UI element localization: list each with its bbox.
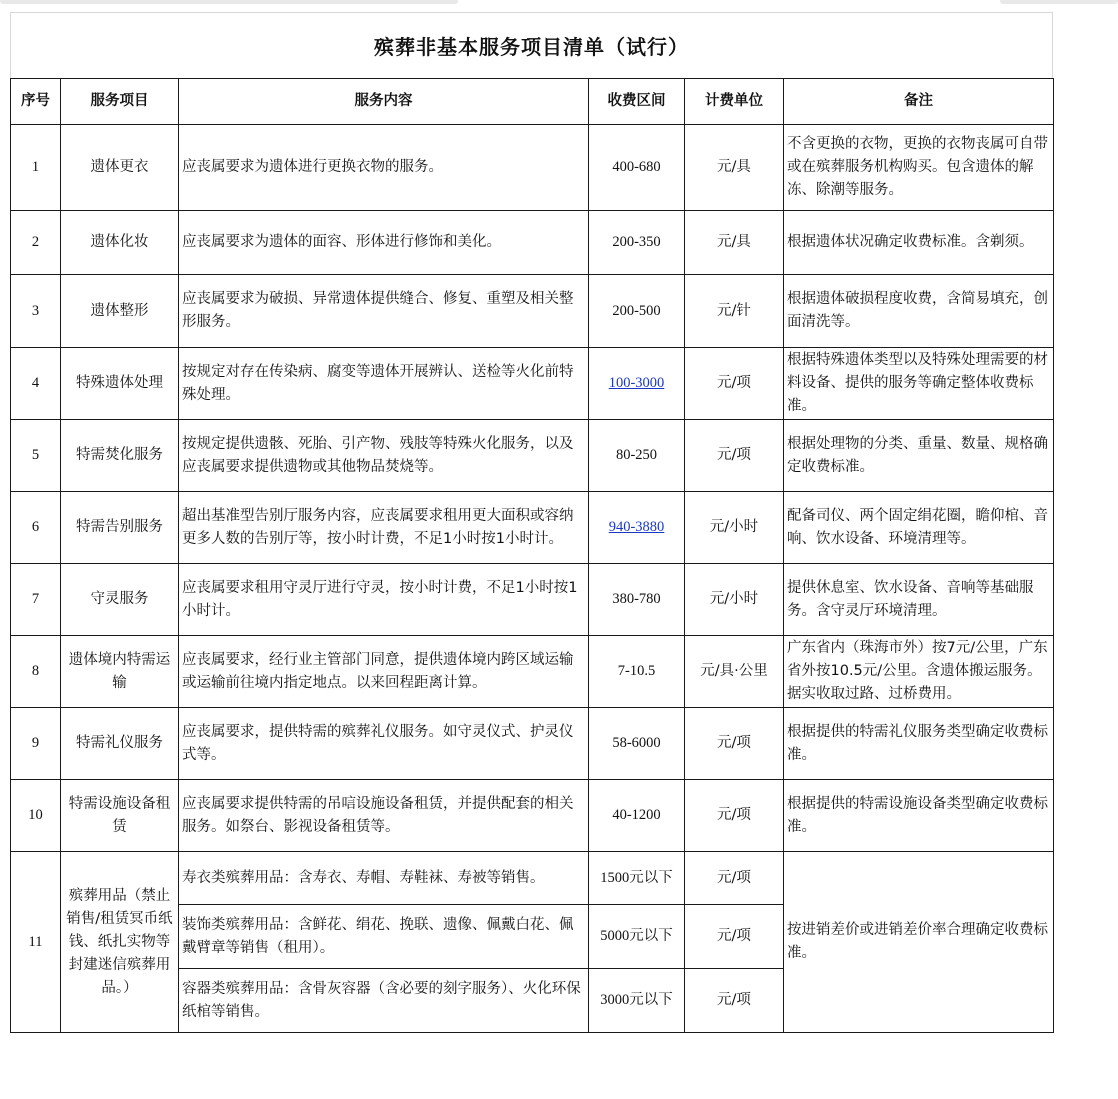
cell-range: 200-500 [589, 275, 685, 348]
cell-content: 超出基准型告别厅服务内容，应丧属要求租用更大面积或容纳更多人数的告别厅等，按小时计费，不足1小时按1小时计。 [179, 492, 589, 564]
cell-content: 按规定对存在传染病、腐变等遗体开展辨认、送检等火化前特殊处理。 [179, 348, 589, 420]
cell-unit: 元/小时 [685, 492, 784, 564]
table-row [11, 211, 1054, 275]
price-range-link[interactable]: 940-3880 [608, 519, 665, 535]
cell-seq: 1 [11, 125, 61, 211]
cell-seq: 4 [11, 348, 61, 420]
cell-content: 装饰类殡葬用品：含鲜花、绢花、挽联、遗像、佩戴白花、佩戴臂章等销售（租用）。 [179, 905, 589, 969]
cell-range[interactable] [589, 348, 685, 420]
cell-seq: 3 [11, 275, 61, 348]
cell-content: 应丧属要求为破损、异常遗体提供缝合、修复、重塑及相关整形服务。 [179, 275, 589, 348]
cell-note: 根据遗体破损程度收费，含简易填充，创面清洗等。 [784, 275, 1054, 348]
table-header-row [11, 79, 1054, 125]
cell-content: 寿衣类殡葬用品：含寿衣、寿帽、寿鞋袜、寿被等销售。 [179, 852, 589, 905]
table-row [11, 636, 1054, 708]
cell-item: 特需设施设备租赁 [61, 780, 179, 852]
table-row [11, 420, 1054, 492]
cell-range: 1500元以下 [589, 852, 685, 905]
cell-content: 应丧属要求，提供特需的殡葬礼仪服务。如守灵仪式、护灵仪式等。 [179, 708, 589, 780]
cell-content: 应丧属要求为遗体进行更换衣物的服务。 [179, 125, 589, 211]
cell-note: 根据提供的特需设施设备类型确定收费标准。 [784, 780, 1054, 852]
cell-range: 58-6000 [589, 708, 685, 780]
cell-unit: 元/项 [685, 852, 784, 905]
price-range-link[interactable]: 100-3000 [608, 375, 665, 391]
cell-content: 容器类殡葬用品：含骨灰容器（含必要的刻字服务）、火化环保纸棺等销售。 [179, 969, 589, 1033]
cell-unit: 元/具 [685, 125, 784, 211]
cell-note: 根据处理物的分类、重量、数量、规格确定收费标准。 [784, 420, 1054, 492]
top-scroll-indicator [0, 0, 1118, 6]
cell-note: 广东省内（珠海市外）按7元/公里，广东省外按10.5元/公里。含遗体搬运服务。据实收取过路、过桥费用。 [784, 636, 1054, 708]
cell-range: 7-10.5 [589, 636, 685, 708]
header-unit: 计费单位 [685, 79, 784, 125]
cell-item: 特需焚化服务 [61, 420, 179, 492]
cell-note: 根据遗体状况确定收费标准。含剃须。 [784, 211, 1054, 275]
cell-range[interactable] [589, 492, 685, 564]
table-row [11, 564, 1054, 636]
cell-item: 守灵服务 [61, 564, 179, 636]
cell-content: 按规定提供遗骸、死胎、引产物、残肢等特殊火化服务，以及应丧属要求提供遗物或其他物品焚烧等。 [179, 420, 589, 492]
table-row [11, 780, 1054, 852]
cell-unit: 元/项 [685, 708, 784, 780]
cell-range: 3000元以下 [589, 969, 685, 1033]
cell-content: 应丧属要求提供特需的吊唁设施设备租赁，并提供配套的相关服务。如祭台、影视设备租赁等。 [179, 780, 589, 852]
cell-range: 40-1200 [589, 780, 685, 852]
cell-note: 配备司仪、两个固定绢花圈，瞻仰棺、音响、饮水设备、环境清理等。 [784, 492, 1054, 564]
cell-seq: 10 [11, 780, 61, 852]
cell-unit: 元/针 [685, 275, 784, 348]
header-item: 服务项目 [61, 79, 179, 125]
cell-unit: 元/项 [685, 905, 784, 969]
cell-note: 根据提供的特需礼仪服务类型确定收费标准。 [784, 708, 1054, 780]
header-note: 备注 [784, 79, 1054, 125]
page-title: 殡葬非基本服务项目清单（试行） [374, 35, 689, 59]
cell-unit: 元/具 [685, 211, 784, 275]
cell-seq: 5 [11, 420, 61, 492]
cell-note: 按进销差价或进销差价率合理确定收费标准。 [784, 852, 1054, 1033]
title-banner [10, 12, 1053, 78]
cell-note: 提供休息室、饮水设备、音响等基础服务。含守灵厅环境清理。 [784, 564, 1054, 636]
table-row [11, 125, 1054, 211]
cell-unit: 元/项 [685, 780, 784, 852]
cell-seq: 6 [11, 492, 61, 564]
cell-content: 应丧属要求为遗体的面容、形体进行修饰和美化。 [179, 211, 589, 275]
table-row [11, 348, 1054, 420]
cell-range: 200-350 [589, 211, 685, 275]
cell-item: 特殊遗体处理 [61, 348, 179, 420]
cell-content: 应丧属要求，经行业主管部门同意，提供遗体境内跨区域运输或运输前往境内指定地点。以来回程距离计算。 [179, 636, 589, 708]
table-row [11, 852, 1054, 905]
cell-note: 根据特殊遗体类型以及特殊处理需要的材料设备、提供的服务等确定整体收费标准。 [784, 348, 1054, 420]
cell-unit: 元/具·公里 [685, 636, 784, 708]
cell-range: 380-780 [589, 564, 685, 636]
cell-note: 不含更换的衣物，更换的衣物丧属可自带或在殡葬服务机构购买。包含遗体的解冻、除潮等服务。 [784, 125, 1054, 211]
cell-content: 应丧属要求租用守灵厅进行守灵，按小时计费，不足1小时按1小时计。 [179, 564, 589, 636]
cell-unit: 元/项 [685, 348, 784, 420]
table-row [11, 492, 1054, 564]
cell-item: 遗体境内特需运输 [61, 636, 179, 708]
cell-seq: 9 [11, 708, 61, 780]
cell-item: 遗体整形 [61, 275, 179, 348]
table-row [11, 275, 1054, 348]
header-range: 收费区间 [589, 79, 685, 125]
cell-unit: 元/项 [685, 969, 784, 1033]
cell-item: 特需告别服务 [61, 492, 179, 564]
cell-item: 遗体更衣 [61, 125, 179, 211]
table-row [11, 708, 1054, 780]
cell-seq: 8 [11, 636, 61, 708]
service-list-sheet [10, 12, 1053, 1033]
header-seq: 序号 [11, 79, 61, 125]
cell-item: 殡葬用品（禁止销售/租赁冥币纸钱、纸扎实物等封建迷信殡葬用品。） [61, 852, 179, 1033]
cell-range: 5000元以下 [589, 905, 685, 969]
cell-seq: 11 [11, 852, 61, 1033]
cell-range: 80-250 [589, 420, 685, 492]
cell-unit: 元/小时 [685, 564, 784, 636]
service-table [10, 78, 1054, 1033]
cell-unit: 元/项 [685, 420, 784, 492]
header-content: 服务内容 [179, 79, 589, 125]
cell-item: 遗体化妆 [61, 211, 179, 275]
cell-item: 特需礼仪服务 [61, 708, 179, 780]
cell-seq: 7 [11, 564, 61, 636]
cell-range: 400-680 [589, 125, 685, 211]
cell-seq: 2 [11, 211, 61, 275]
